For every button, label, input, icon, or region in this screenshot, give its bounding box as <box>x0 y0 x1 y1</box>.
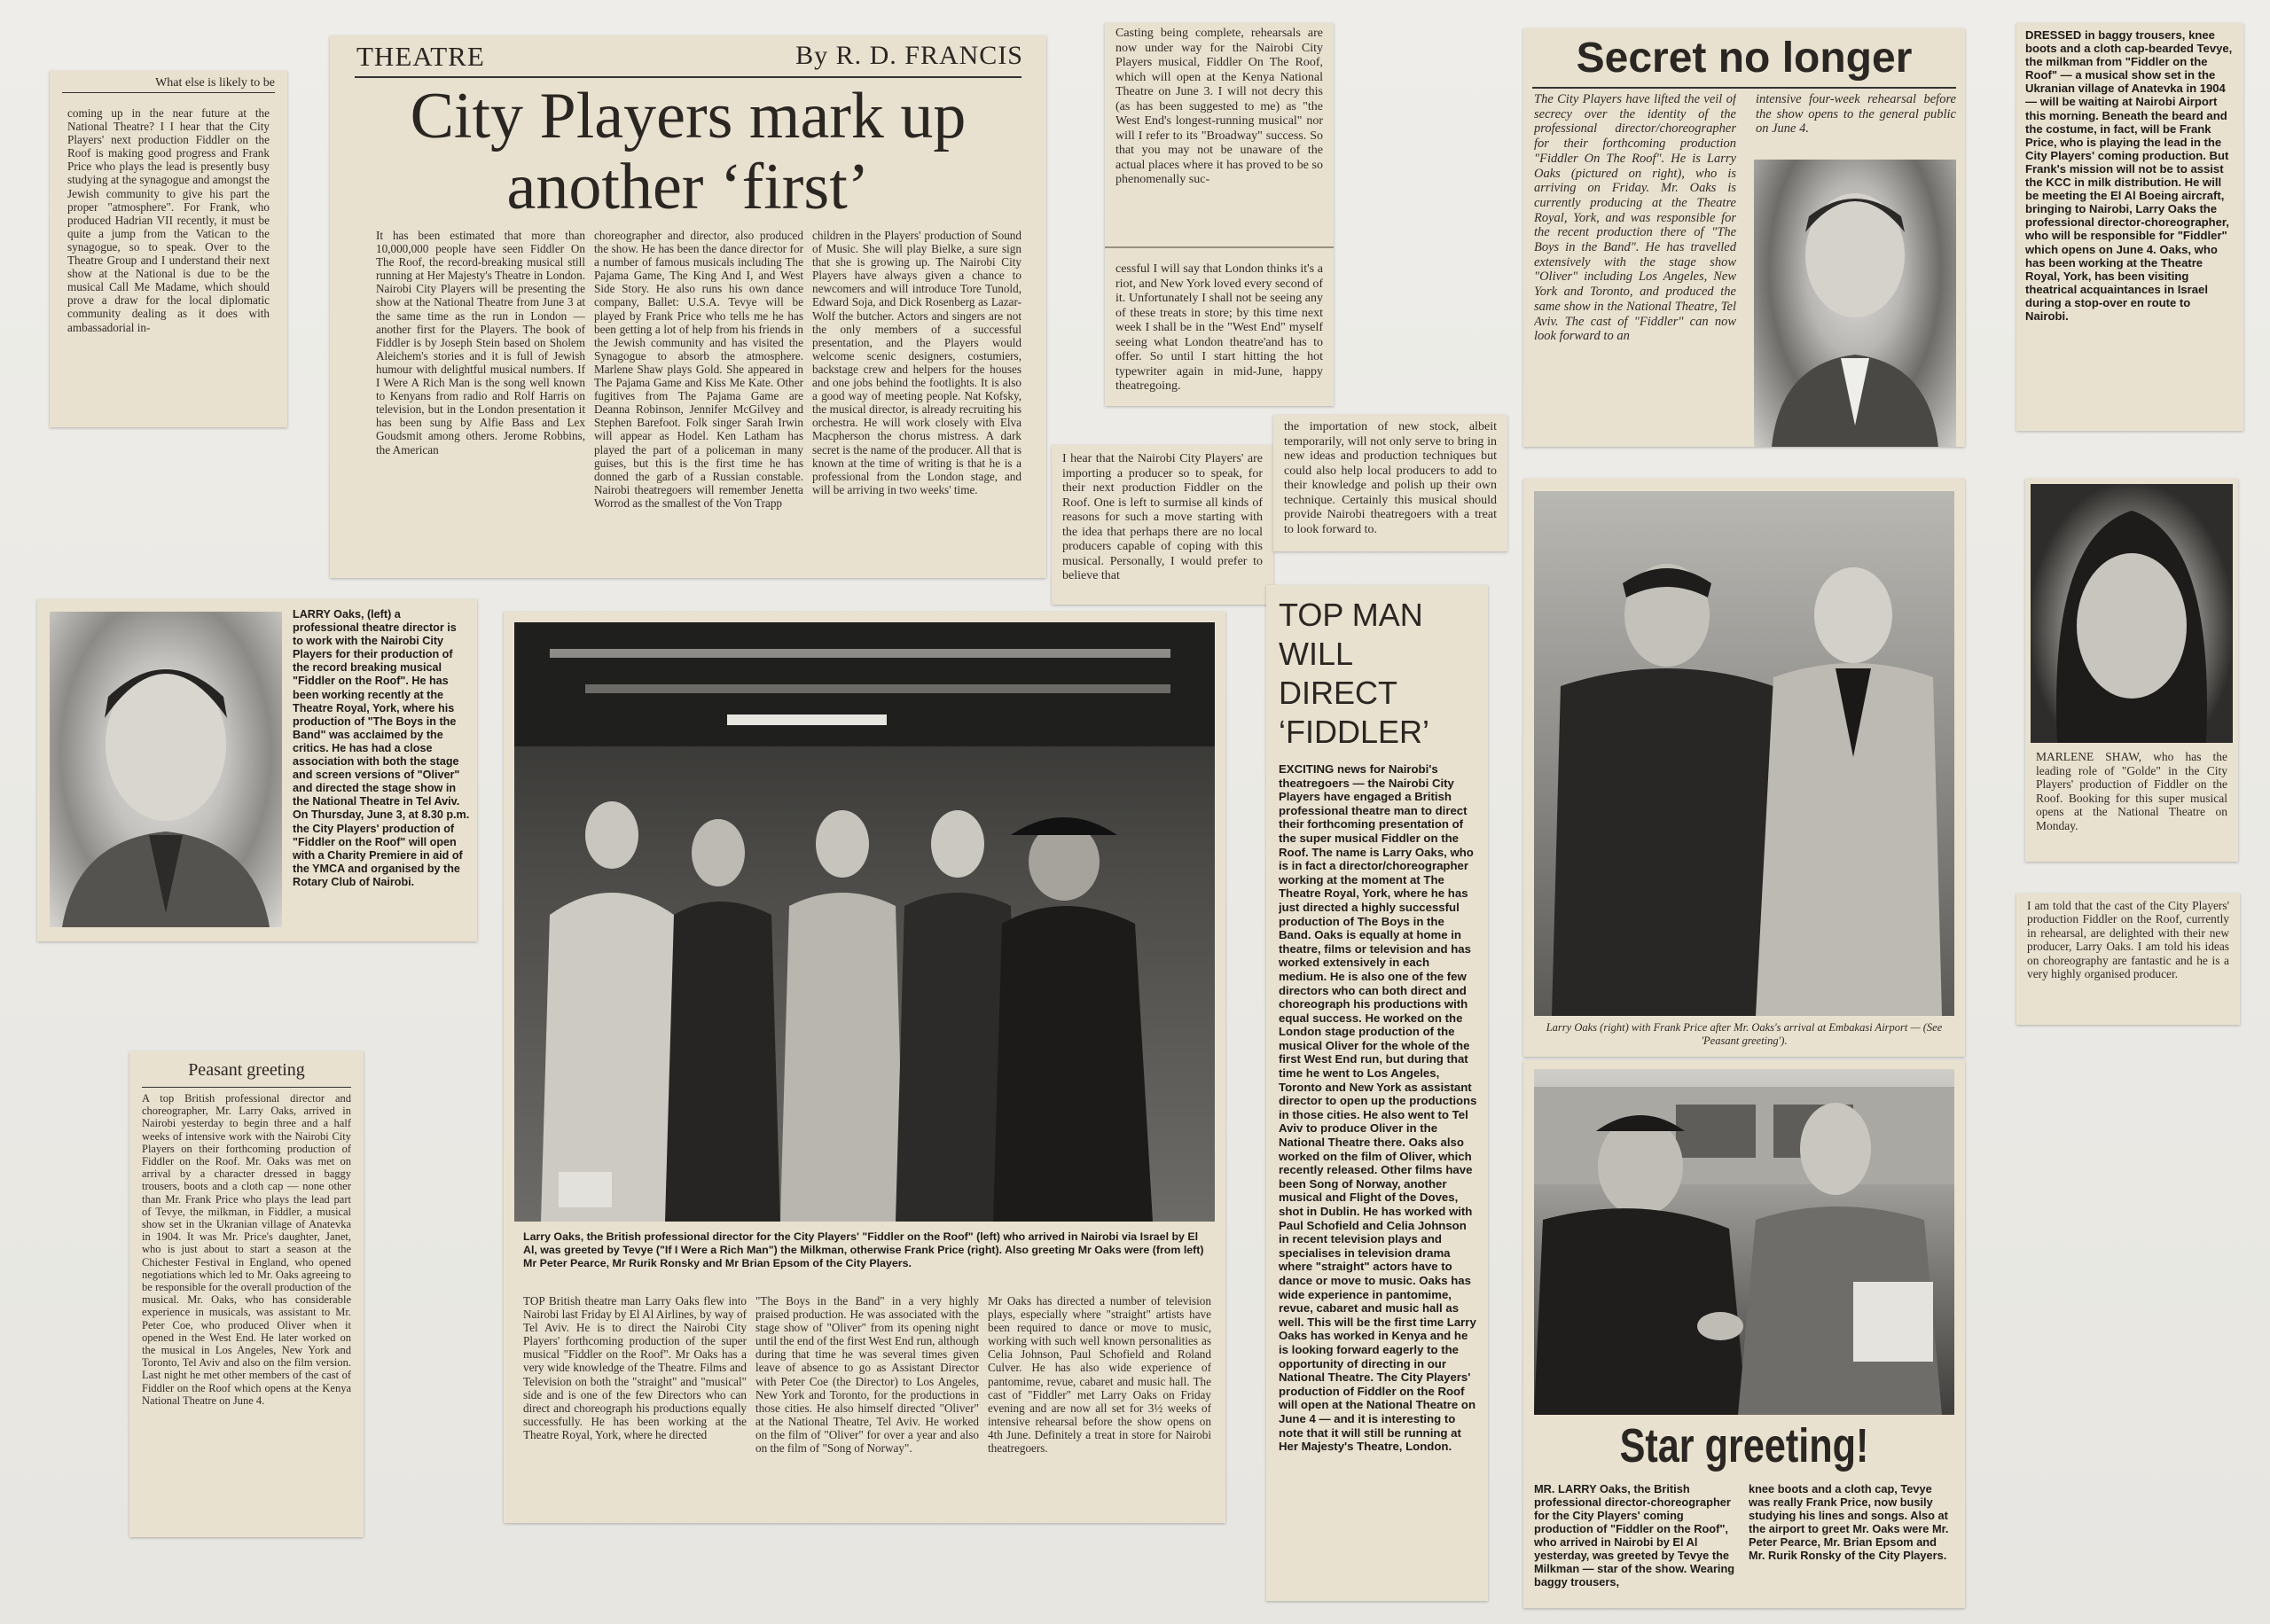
clipping-city-players <box>330 35 1046 578</box>
airport-photo-figures <box>1534 491 1954 1016</box>
article-column-1: It has been estimated that more than 10,000,000 people have seen Fiddler On The Roof, the record-breaking musical still running at Her Majesty's Theatre in London. Nairobi City Players will be presenting the show at the National Theatre from June 3 at the same time as the run in London — another first for the Players. The book of Fiddler is by Joseph Stein based on Sholem Aleichem's stories and it is full of Jewish humour with delightful musical numbers. If I Were A Rich Man is the song well known to Kenyans from radio and Rolf Harris on television, but in the London presentation it has been sung by Alfie Bass and Lex Goudsmit among others. Jerome Robbins, the American <box>376 229 585 457</box>
import-part-2: the importation of new stock, albeit temporarily, will not only serve to bring in new ideas and production techniques but could also help local producers to add to their knowledge and polish up their own technique. Certainly this musical should provide Nairobi theatregoers with a treat to look forward to. <box>1284 420 1497 536</box>
clipping-casting <box>1105 23 1334 406</box>
topman-body: EXCITING news for Nairobi's theatregoers — the Nairobi City Players have engaged a British professional theatre man to direct their forthcoming presentation of the super musical Fiddler on the Roof. The name is Larry Oaks, who is in fact a director/choreographer working at the moment at The Theatre Royal, York, where he has just directed a highly successful production of The Boys in the Band. Oaks is equally at home in theatre, films or television and has worked extensively in each medium. He is also one of the few directors who can both direct and choreograph his productions with equal success. He worked on the London stage production of the musical Oliver for the whole of the first West End run, but during that time he went to Los Angeles, Toronto and New York as assistant director to open up the productions in those cities. He also went to Tel Aviv to produce Oliver in the National Theatre there. Oaks also worked on the film of Oliver, which recently released. Other films have been Song of Norway, another musical and Flight of the Doves, shot in Dublin. He has worked with Paul Schofield and Celia Johnson in recent television plays and specialises in television drama where "straight" actors have to dance or move to music. Oaks has wide experience in pantomime, revue, cabaret and music hall as well. This will be the first time Larry Oaks has worked in Kenya and he is looking forward eagerly to the opportunity of directing in our National Theatre. The City Players' production of Fiddler on the Roof will open at the National Theatre on June 4 — and it is interesting to note that it will still be running at Her Majesty's Theatre, London. <box>1279 762 1477 1454</box>
clipping-top-man-will-direct <box>1266 585 1488 1601</box>
clipping-star-greeting <box>1523 1060 1965 1608</box>
rule <box>355 76 1022 78</box>
group-photo <box>514 622 1215 1222</box>
rule <box>142 1087 351 1088</box>
import-part-1: I hear that the Nairobi City Players' are importing a producer so to speak, for their next production Fiddler on the Roof. One is left to surmise all kinds of reasons for such a move starting with the idea that perhaps there are no local producers capable of coping with this musical. Personally, I would prefer to believe that <box>1062 452 1263 582</box>
dressed-body: DRESSED in baggy trousers, knee boots and a cloth cap-bearded Tevye, the milkman from "Fiddler on the Roof" — a musical show set in the Ukranian village of Anatevka in 1904 — will be waiting at Nairobi Airport this morning. Beneath the beard and the costume, in fact, will be Frank Price, who is playing the lead in the City Players' coming production. But Frank's mission will not be to assist the KCC in milk distribution. He will be meeting the El Al Boeing aircraft, bringing to Nairobi, Larry Oaks the professional director-choreographer, who will be responsible for "Fiddler" which opens on June 4. Oaks, who has been working at the Theatre Royal, York, has been visiting theatrical acquaintances in Israel during a stop-over en route to Nairobi. <box>2025 28 2233 323</box>
clipping-embakasi-photo <box>1523 479 1965 1057</box>
star-column-2: knee boots and a cloth cap, Tevye was really Frank Price, now busily studying his lines and songs. Also at the airport to greet Mr. Oaks were Mr. Peter Pearce, Mr. Brian Epsom and Mr. Rurik Ronsky of the City Players. <box>1749 1482 1949 1562</box>
clipping-secret-no-longer <box>1523 28 1965 447</box>
headline-line-2: WILL <box>1279 636 1354 672</box>
article-column-3: children in the Players' production of Sound of Music. She will play Bielke, a sure sign that she is growing up. The Nairobi City Players have always given a chance to newcomers and will introduce Tore Tunold, Edward Soja, and Dick Rosenberg as Lazar-Wolf the butcher. Actors and singers are not the only members of a successful presentation, and the Players would welcome scenic designers, costumiers, backstage crew and helpers for the houses and one jobs behind the footlights. It is also a good way of meeting people. Nat Kofsky, the musical director, is already recruiting his orchestra. He will work closely with Elva Macpherson the chorus mistress. A dark secret is the name of the producer. All that is known at the time of writing is that he is a professional from the London stage, and will be arriving in two weeks' time. <box>812 229 1022 496</box>
group-column-3: Mr Oaks has directed a number of television plays, especially where "straight" artists have been required to dance or move to music, working with such well known personalities as Celia Johnson, Paul Schofield and Roland Culver. He has also wide experience of pantomime, revue, cabaret and music hall. The cast of "Fiddler" met Larry Oaks on Friday evening and are now all set for 3½ weeks of intensive rehearsal before the show opens on 4th June. Definitely a treat in store for Nairobi theatregoers. <box>988 1294 1211 1456</box>
clipping-peasant-greeting <box>129 1051 364 1537</box>
embakasi-caption: Larry Oaks (right) with Frank Price after Mr. Oaks's arrival at Embakasi Airport — (See 'Peasant greeting'). <box>1546 1021 1943 1047</box>
told-body: I am told that the cast of the City Players' production Fiddler on the Roof, currently in rehearsal, are delighted with their new producer, Larry Oaks. I am told his ideas on choreography are fantastic and he is a very highly organised producer. <box>2027 899 2229 981</box>
clipping-what-else <box>50 71 287 427</box>
larry-caption: LARRY Oaks, (left) a professional theatre director is to work with the Nairobi City Players for their production of the record breaking musical "Fiddler on the Roof". He has been working recently at the Theatre Royal, York, where his production of "The Boys in the Band" was acclaimed by the critics. He has had a close association with both the stage and screen versions of "Oliver" and directed the stage show in the National Theatre in Tel Aviv. On Thursday, June 3, at 8.30 p.m. the City Players' production of "Fiddler on the Roof" will open with a Charity Premiere in aid of the YMCA and organised by the Rotary Club of Nairobi. <box>293 608 470 888</box>
section-label: THEATRE <box>356 41 485 72</box>
portrait-photo-marlene-shaw <box>2031 484 2233 743</box>
byline: By R. D. FRANCIS <box>795 41 1023 70</box>
casting-part-2: cessful I will say that London thinks it's a riot, and New York loved every second of it. Unfortunately I shall not be seeing any of these treats in store; by this time next week I shall be in the "West End" myself seeing what London theatre'and has to offer. So until I start hitting the hot typewriter again in mid-June, happy theatregoing. <box>1115 262 1323 393</box>
portrait-silhouette <box>1754 160 1956 447</box>
portrait-photo-larry-oaks <box>1754 160 1956 447</box>
group-column-2: "The Boys in the Band" in a very highly praised production. He was associated with the stage show of "Oliver" from its opening night until the end of the first West End run, although during that time he was several times given leave of absence to go as Assistant Director with Peter Coe (the Director) to Los Angeles, New York and Toronto, for the productions in those cities. He also himself directed "Oliver" at the National Theatre, Tel Aviv. He worked on the film of "Oliver" for over a year and also on the film of "Song of Norway". <box>755 1294 979 1456</box>
marlene-caption: MARLENE SHAW, who has the leading role of "Golde" in the City Players' production of Fiddler on the Roof. Booking for this super musical opens at the National Theatre on Monday. <box>2036 750 2227 832</box>
clipping-marlene-shaw <box>2025 479 2238 862</box>
group-column-1: TOP British theatre man Larry Oaks flew into Nairobi last Friday by El Al Airlines, by way of Tel Aviv. He is to direct the Nairobi City Players' forthcoming production of the super musical "Fiddler on the Roof". Mr Oaks has a very wide knowledge of the Theatre. Films and Television on both the "straight" and "musical" side and is one of the few Directors who can direct and choreograph his productions equally successfully. He has been working at the Theatre Royal, York, where he directed <box>523 1294 747 1441</box>
headline-line-4: ‘FIDDLER’ <box>1279 714 1430 750</box>
article-column-2: choreographer and director, also produced the show. He has been the dance director for a number of famous musicals including The Pajama Game, The King And I, and West Side Story. He also runs his own dance company, Ballet: U.S.A. Tevye will be played by Frank Price who tells me he has been getting a lot of help from his friends in the Jewish community and has visited the Synagogue to absorb the atmosphere. Marlene Shaw plays Gold. She appeared in The Pajama Game and Kiss Me Kate. Other fugitives from The Pajama Game are Deanna Robinson, Jennifer McGilvey and Stephen Barefoot. Folk singer Sarah Irwin will appear as Hodel. Ken Latham has played the part of a policeman in many guises, but this is the first time he has donned the garb of a Russian constable. Nairobi theatregoers will remember Jenetta Worrod as the smallest of the Von Trapp <box>594 229 803 510</box>
clipping-importation <box>1273 415 1507 551</box>
clipping-larry-oaks <box>37 599 477 941</box>
headline-line-1: City Players mark up <box>410 80 967 152</box>
headline: Secret no longer <box>1576 35 1913 82</box>
clipping-dressed-baggy-trousers <box>2016 23 2243 431</box>
kicker: What else is likely to be <box>62 76 275 93</box>
headline-line-3: DIRECT <box>1279 675 1397 711</box>
rule <box>1532 87 1956 89</box>
star-column-1: MR. LARRY Oaks, the British professional director-choreographer for the City Players' coming production of "Fiddler on the Roof", who arrived in Nairobi by El Al yesterday, was greeted by Tevye the Milkman — star of the show. Wearing baggy trousers, <box>1534 1482 1735 1589</box>
airport-photo <box>1534 491 1954 1016</box>
portrait-silhouette <box>2031 484 2233 743</box>
secret-column-2: intensive four-week rehearsal before the show opens to the general public on June 4. <box>1756 92 1956 137</box>
handshake-photo <box>1534 1069 1954 1415</box>
headline-line-1: TOP MAN <box>1279 597 1423 633</box>
column-body: coming up in the near future at the National Theatre? I I hear that the City Players' next production Fiddler on the Roof is making good progress and Frank Price who plays the lead is presently busy studying at the synagogue and amongst the Jewish community to give his part the proper "atmosphere". For Frank, who produced Hadrian VII recently, it must be quite a jump from the Vatican to the synagogue, so to speak. Over to the Theatre Group and I understand their next show at the National is due to be the musical Call Me Madame, which should prove a draw for the local diplomatic community dealing as it does with ambassadorial in- <box>67 106 270 334</box>
divider <box>1105 246 1334 248</box>
handshake-photo-figures <box>1534 1069 1954 1415</box>
group-photo-figures <box>514 622 1215 1222</box>
secret-column-1: The City Players have lifted the veil of secrecy over the identity of the professional director/choreographer for their forthcoming production "Fiddler On The Roof". He is Larry Oaks (pictured on right), who is arriving on Friday. Mr. Oaks is currently producing at the Theatre Royal, York, and was responsible for the recent production there of "The Boys in the Band". He has travelled extensively with the stage show "Oliver" including Los Angeles, New York and Toronto, and produced the same show in the National Theatre, Tel Aviv. The cast of "Fiddler" can now look forward to an <box>1534 92 1736 344</box>
headline: Peasant greeting <box>188 1060 305 1080</box>
peasant-body: A top British professional director and choreographer, Mr. Larry Oaks, arrived in Nairobi yesterday to begin three and a half weeks of intensive work with the Nairobi City Players on their forthcoming production of Fiddler on the Roof. Mr. Oaks was met on arrival by a character dressed in baggy trousers, boots and a cloth cap — none other than Mr. Frank Price who plays the lead part of Tevye, the milkman, in Fiddler, a musical show set in the Ukranian village of Anatevka in 1904. It was Mr. Price's daughter, Janet, who is just about to start a season at the Chichester Festival in England, who opened negotiations which led to Mr. Oaks agreeing to be responsible for the overall production of the musical. Mr. Oaks, who has considerable experience in musicals, was assistant to Mr. Peter Coe, who produced Oliver when it opened in the West End. He later worked on the musical in Los Angeles, New York and Toronto, Tel Aviv and also on the film version. Last night he met other members of the cast of Fiddler on the Roof which opens at the Kenya National Theatre on June 4. <box>142 1092 351 1407</box>
group-caption: Larry Oaks, the British professional director for the City Players' "Fiddler on the Roof" (left) who arrived in Nairobi via Israel by El Al, was greeted by Tevye ("If I Were a Rich Man") the Milkman, otherwise Frank Price (right). Also greeting Mr Oaks were (from left) Mr Peter Pearce, Mr Rurik Ronsky and Mr Brian Epsom of the City Players. <box>523 1230 1204 1269</box>
headline: Star greeting! <box>1619 1419 1869 1472</box>
casting-part-1: Casting being complete, rehearsals are now under way for the Nairobi City Players musical, Fiddler On The Roof, which will open at the Kenya National Theatre on June 3. I will not decry this (as has been suggested to me) as "the West End's longest-running musical" nor will I refer to its "Broadway" success. So that you may not be unaware of the actual places where it has proved to be so phenomenally suc- <box>1115 27 1323 186</box>
portrait-silhouette <box>50 612 282 927</box>
headline-line-2: another ‘first’ <box>506 151 870 223</box>
clipping-importing-producer <box>1052 445 1273 605</box>
clipping-i-am-told <box>2016 894 2240 1025</box>
clipping-group-arrival <box>504 612 1225 1523</box>
portrait-photo-larry-oaks-left <box>50 612 282 927</box>
